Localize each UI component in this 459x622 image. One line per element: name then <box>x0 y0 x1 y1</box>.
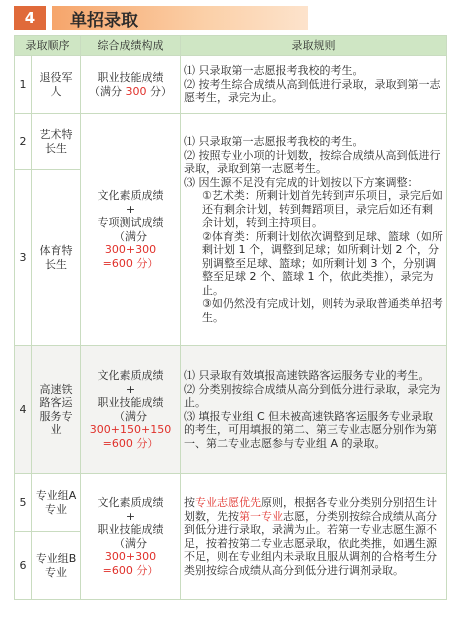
rule-highlight: 第一专业 <box>239 509 283 523</box>
row-number: 6 <box>15 532 32 600</box>
composition-cell <box>81 56 181 114</box>
row-number: 5 <box>15 474 32 532</box>
comp-score: =600 分） <box>102 563 159 577</box>
rule-cell <box>181 56 447 114</box>
composition-cell <box>81 474 181 600</box>
rule-item: ⑵ 按照专业小项的计划数，按综合成绩从高到低进行录取，录取到第一志愿考生。 <box>184 148 441 175</box>
comp-score: 300+300 <box>104 550 157 563</box>
rule-item: ⑵ 按考生综合成绩从高到低进行录取，录取到第一志愿考生，录完为止。 <box>184 77 441 105</box>
rule-item: ①艺术类：所剩计划首先转到声乐项目，录完后如还有剩余计划，转到舞蹈项目，录完后如还有剩余计划，转到主持项目。 <box>202 189 443 229</box>
comp-line: + <box>125 509 136 523</box>
admission-rules-table <box>14 35 447 600</box>
composition-cell <box>81 114 181 346</box>
comp-line: （满分 <box>114 536 147 550</box>
comp-text: （满分 <box>89 84 126 98</box>
comp-line: + <box>125 202 136 216</box>
category-cell: 艺术特长生 <box>32 114 81 170</box>
comp-score: 300 <box>125 84 147 98</box>
header-composition: 综合成绩构成 <box>81 36 181 56</box>
category-cell: 高速铁路客运服务专业 <box>32 346 81 474</box>
header-rules: 录取规则 <box>181 36 447 56</box>
rule-text: 志愿，分类别按综合成绩从高分到低分进行录取，录满为止。若第一专业志愿生源不足，按着按第二专业志愿录取，依此类推，如遇生源不足，则在专业组内未录取且服从调剂的合格考生分类别按综合成绩从高分到低分进行调剂录取。 <box>184 509 437 577</box>
comp-line: 文化素质成绩 <box>97 496 164 509</box>
rule-item: ⑶ 填报专业组 C 但未被高速铁路客运服务专业录取的考生，可用填报的第二、第三专业志愿分别作为第一、第二专业志愿参与专业组 A 的录取。 <box>184 409 437 450</box>
comp-line: 文化素质成绩 <box>97 369 164 382</box>
composition-cell <box>81 346 181 474</box>
comp-line: 职业技能成绩 <box>97 71 164 84</box>
comp-line: （满分 <box>114 409 147 423</box>
row-number: 2 <box>15 114 32 170</box>
comp-line: + <box>125 382 136 396</box>
rule-item: ⑴ 只录取有效填报高速铁路客运服务专业的考生。 <box>184 369 430 382</box>
comp-line: 职业技能成绩 <box>97 396 164 409</box>
section-heading <box>14 5 308 31</box>
rule-item: ⑵ 分类别按综合成绩从高分到低分进行录取，录完为止。 <box>184 382 441 409</box>
rule-item: ③如仍然没有完成计划，则转为录取普通类单招考生。 <box>202 297 443 324</box>
rule-cell <box>181 474 447 600</box>
category-cell: 专业组A专业 <box>32 474 81 532</box>
rule-text: 按 <box>184 496 195 509</box>
comp-line: 专项测试成绩 <box>97 216 164 229</box>
row-number: 1 <box>15 56 32 114</box>
rule-item <box>184 496 443 577</box>
rule-cell <box>181 346 447 474</box>
table-row <box>15 474 447 532</box>
comp-line: （满分 <box>114 229 147 243</box>
row-number: 3 <box>15 170 32 346</box>
table-header-row <box>15 36 447 56</box>
comp-line <box>84 85 177 99</box>
category-cell: 专业组B专业 <box>32 532 81 600</box>
comp-score: =600 分） <box>102 256 159 270</box>
rule-item: ②体育类：所剩计划依次调整到足球、篮球（如所剩计划 1 个，调整到足球；如所剩计划 2 个，分别调整至足球、篮球；如所剩计划 3 个，分别调整至足球 2 个、篮球 1 个，依此类推），录完为止。 <box>202 229 443 297</box>
category-cell: 退役军人 <box>32 56 81 114</box>
rule-text: 原则，根据各专业分类别分别招生计划数，先按 <box>184 496 437 523</box>
rule-item: ⑶ 因生源不足没有完成的计划按以下方案调整： <box>184 175 419 189</box>
row-number: 4 <box>15 346 32 474</box>
section-title: 单招录取 <box>52 6 308 30</box>
category-cell: 体育特长生 <box>32 170 81 346</box>
rule-highlight: 专业志愿优先 <box>195 496 261 509</box>
comp-score: 300+300 <box>104 243 157 256</box>
comp-score: 300+150+150 <box>89 423 172 436</box>
table-row <box>15 346 447 474</box>
comp-text: 分） <box>146 84 172 98</box>
rule-item: ⑴ 只录取第一志愿报考我校的考生。 <box>184 135 364 148</box>
comp-score: =600 分） <box>102 436 159 450</box>
rule-cell <box>181 114 447 346</box>
rule-item: ⑴ 只录取第一志愿报考我校的考生。 <box>184 64 364 78</box>
table-row <box>15 56 447 114</box>
table-row <box>15 114 447 170</box>
comp-line: 职业技能成绩 <box>97 523 164 536</box>
header-order: 录取顺序 <box>15 36 81 56</box>
comp-line: 文化素质成绩 <box>97 189 164 202</box>
section-number: 4 <box>14 6 46 30</box>
